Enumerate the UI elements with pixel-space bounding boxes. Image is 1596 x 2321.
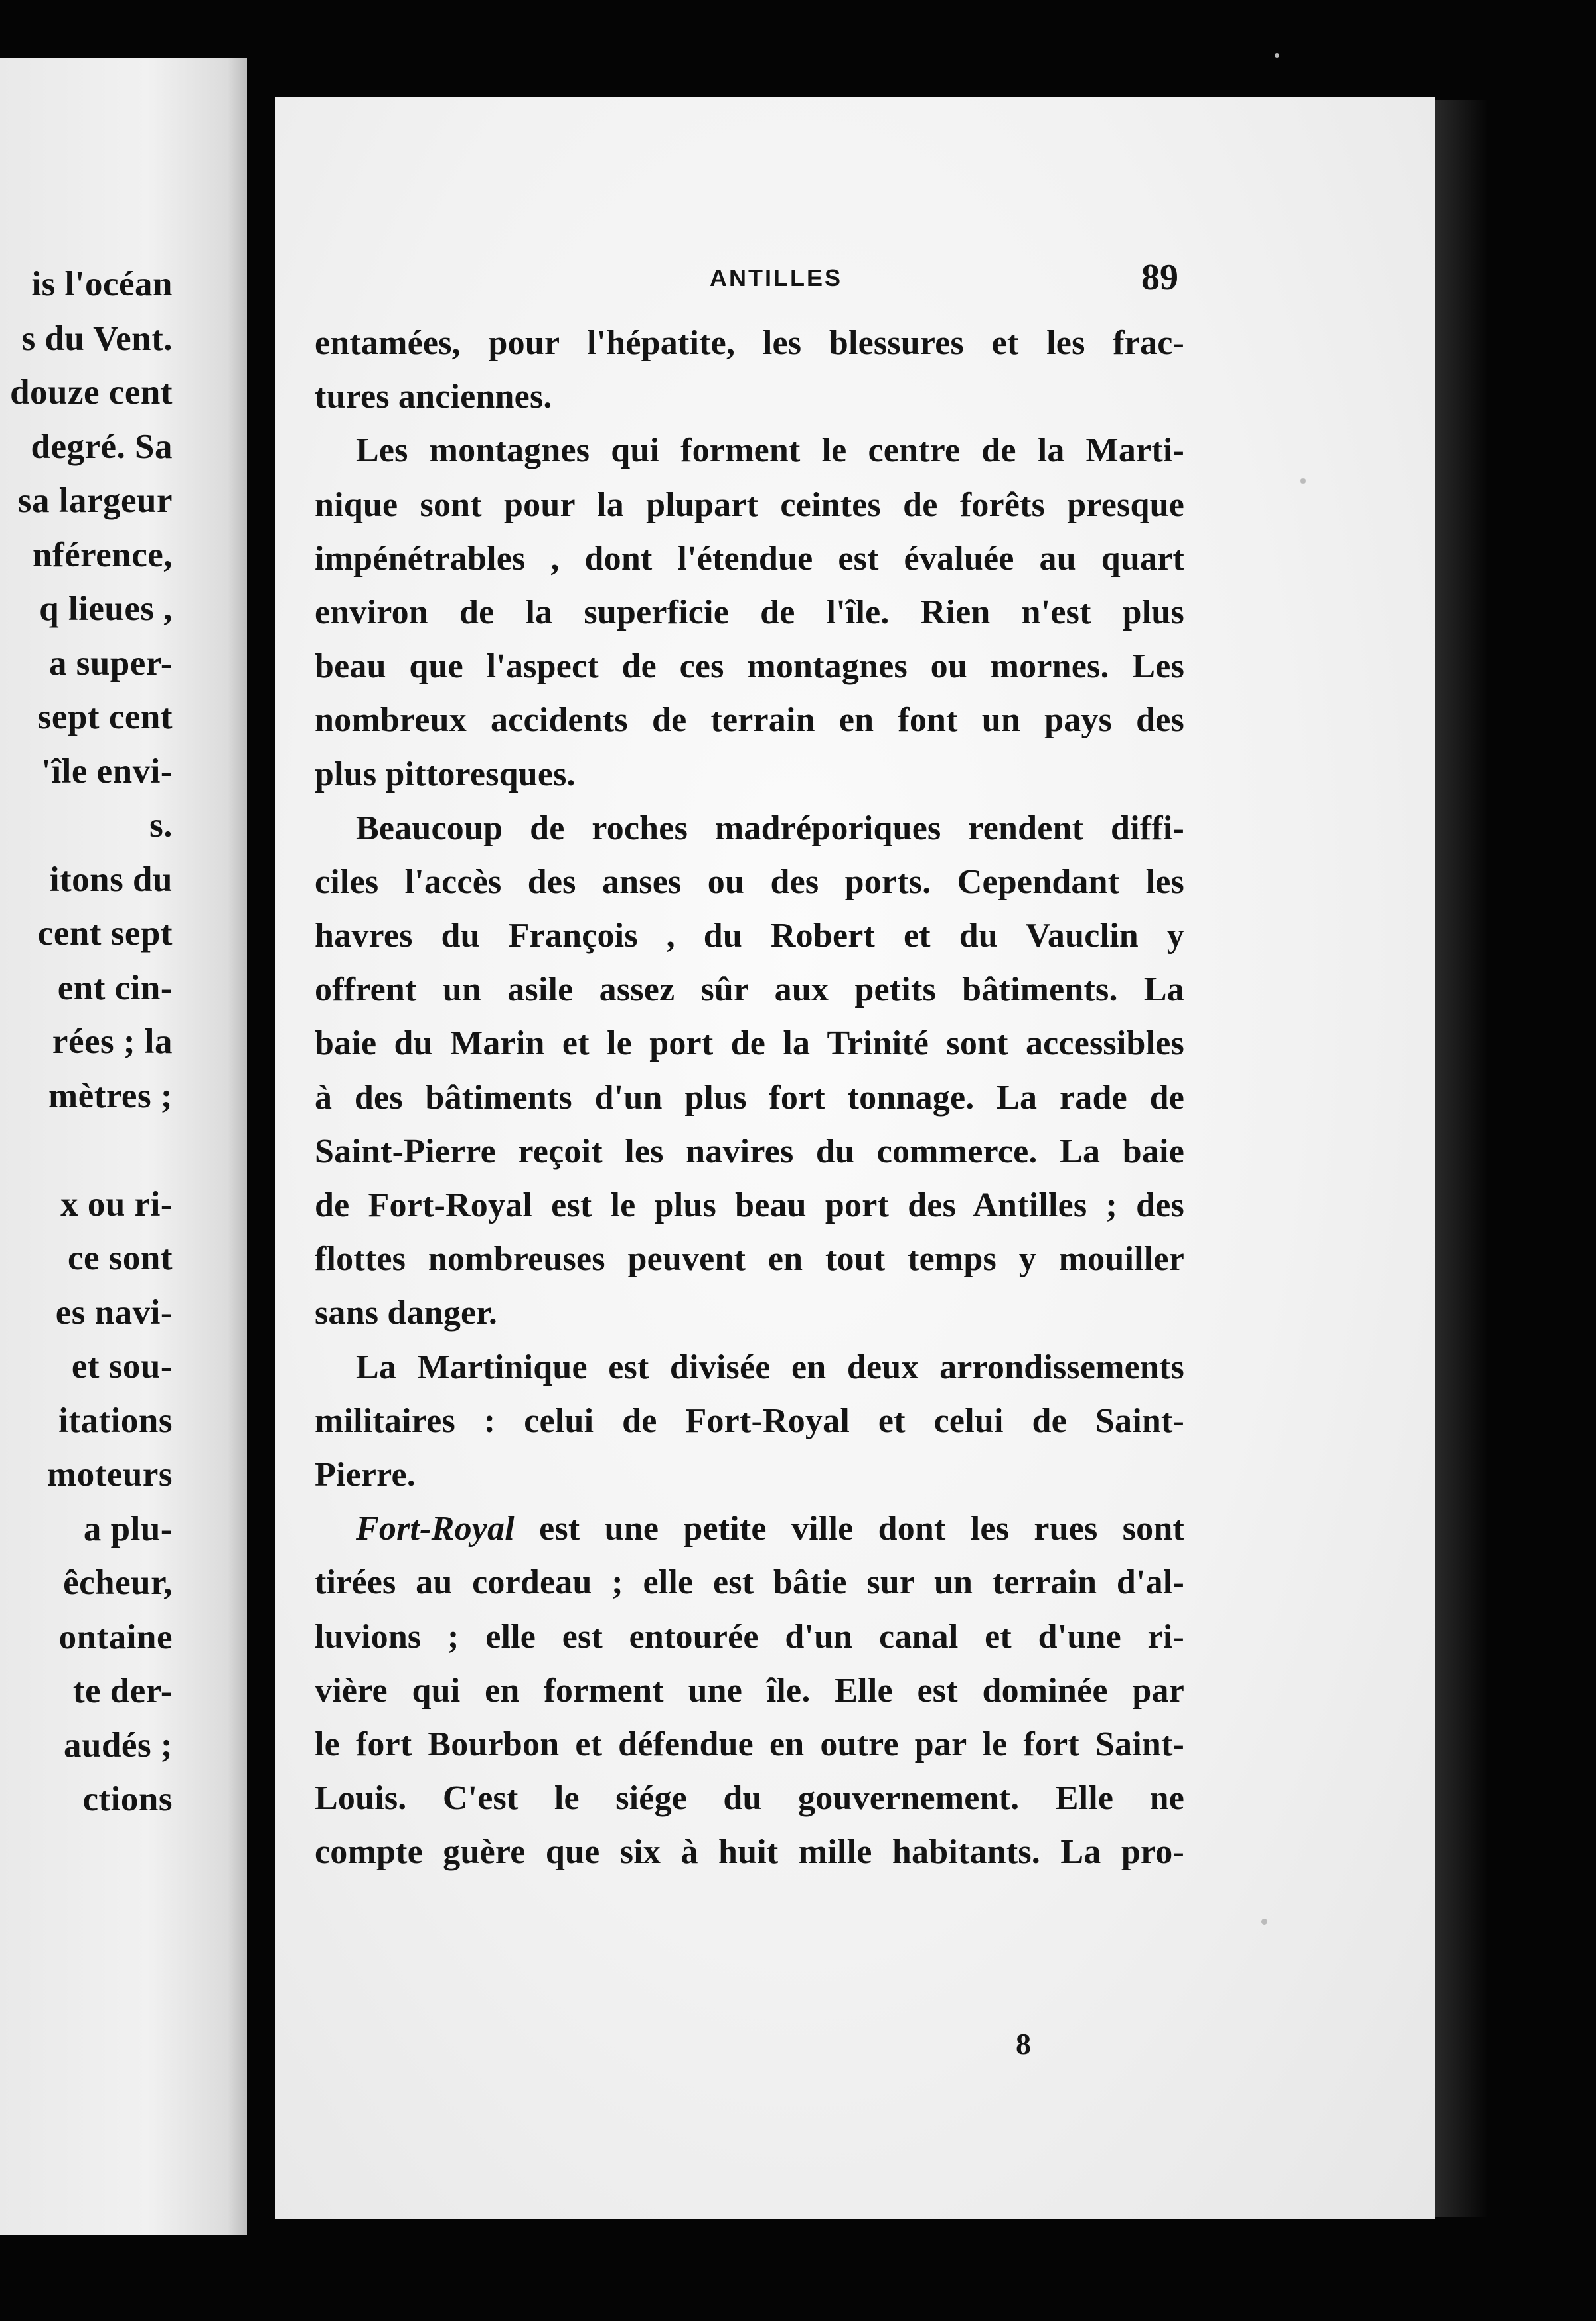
left-page-line: ctions bbox=[82, 1780, 173, 1818]
text-line: baie du Marin et le port de la Trinité sont accessibles bbox=[315, 1024, 1184, 1063]
text-line: sans danger. bbox=[315, 1294, 498, 1332]
text-line: le fort Bourbon et défendue en outre par le fort Saint- bbox=[315, 1725, 1184, 1763]
text-line: impénétrables , dont l'étendue est évaluée au quart bbox=[315, 539, 1184, 578]
text-line: luvions ; elle est entourée d'un canal et d'une ri- bbox=[315, 1617, 1184, 1656]
text-line: compte guère que six à huit mille habitants. La pro- bbox=[315, 1833, 1184, 1872]
text-line: Fort-Royal est une petite ville dont les rues sont bbox=[356, 1510, 1184, 1548]
left-page-line: a plu- bbox=[83, 1509, 173, 1548]
left-page-line: te der- bbox=[72, 1672, 173, 1710]
text-line: Louis. C'est le siége du gouvernement. Elle ne bbox=[315, 1779, 1184, 1818]
page-number: 89 bbox=[1141, 257, 1178, 298]
left-page-line: cent sept bbox=[37, 914, 173, 953]
left-page-line: mètres ; bbox=[48, 1076, 173, 1115]
running-head: ANTILLES bbox=[710, 264, 842, 291]
left-page-line: q lieues , bbox=[39, 590, 173, 628]
text-line: offrent un asile assez sûr aux petits bâtiments. La bbox=[315, 971, 1184, 1009]
text-line: nique sont pour la plupart ceintes de forêts presque bbox=[315, 485, 1184, 524]
left-page-text bbox=[0, 258, 247, 1827]
binding-shadow bbox=[1434, 100, 1487, 2217]
left-page-line: ontaine bbox=[58, 1617, 173, 1656]
page-body-text bbox=[315, 316, 1184, 1879]
left-page-line: s. bbox=[149, 806, 173, 844]
left-page-line: ent cin- bbox=[57, 968, 173, 1007]
left-page-line: itations bbox=[58, 1401, 173, 1440]
signature-mark: 8 bbox=[1016, 2027, 1031, 2061]
text-line: de Fort-Royal est le plus beau port des Antilles ; des bbox=[315, 1186, 1184, 1224]
text-line: environ de la superficie de l'île. Rien n'est plus bbox=[315, 593, 1184, 631]
left-page-line: es navi- bbox=[55, 1293, 173, 1332]
left-page-line: s du Vent. bbox=[21, 319, 173, 358]
left-page-line: itons du bbox=[49, 860, 173, 899]
text-line: flottes nombreuses peuvent en tout temps y mouiller bbox=[315, 1240, 1184, 1279]
dust-speck bbox=[1275, 53, 1279, 58]
left-page-line: moteurs bbox=[47, 1455, 173, 1494]
left-page-line bbox=[0, 1123, 247, 1178]
left-page-line: ce sont bbox=[67, 1239, 173, 1277]
text-line: tures anciennes. bbox=[315, 378, 552, 416]
text-line: La Martinique est divisée en deux arrondissements bbox=[356, 1348, 1184, 1386]
left-page-line: a super- bbox=[48, 643, 173, 682]
text-line: à des bâtiments d'un plus fort tonnage. La rade de bbox=[315, 1078, 1184, 1117]
text-line: nombreux accidents de terrain en font un pays des bbox=[315, 701, 1184, 740]
text-line: plus pittoresques. bbox=[315, 755, 576, 793]
left-page-fragment bbox=[0, 58, 247, 2235]
text-line: militaires : celui de Fort-Royal et celui de Saint- bbox=[315, 1401, 1184, 1440]
left-page-line: sept cent bbox=[37, 698, 173, 736]
left-page-line: 'île envi- bbox=[41, 752, 173, 791]
text-line: Pierre. bbox=[315, 1455, 416, 1494]
page-header bbox=[275, 257, 1435, 300]
left-page-line: et sou- bbox=[71, 1347, 173, 1386]
text-line: entamées, pour l'hépatite, les blessures et les frac- bbox=[315, 324, 1184, 362]
italic-place-name: Fort-Royal bbox=[356, 1510, 515, 1548]
left-page-line: x ou ri- bbox=[60, 1184, 173, 1224]
left-page-line: sa largeur bbox=[17, 481, 173, 520]
text-line: ciles l'accès des anses ou des ports. Cependant les bbox=[315, 862, 1184, 901]
text-line: Beaucoup de roches madréporiques rendent diffi- bbox=[356, 809, 1184, 847]
text-line: vière qui en forment une île. Elle est dominée par bbox=[315, 1671, 1184, 1710]
dust-speck bbox=[1261, 1919, 1267, 1925]
left-page-line: êcheur, bbox=[63, 1563, 173, 1602]
dust-speck bbox=[1300, 478, 1306, 484]
left-page-line: is l'océan bbox=[31, 265, 173, 303]
left-page-line: degré. Sa bbox=[31, 427, 173, 466]
left-page-line: audés ; bbox=[63, 1725, 173, 1765]
text-line: tirées au cordeau ; elle est bâtie sur un terrain d'al- bbox=[315, 1563, 1184, 1602]
left-page-line: douze cent bbox=[10, 373, 173, 412]
text-line: havres du François , du Robert et du Vauclin y bbox=[315, 917, 1184, 955]
text-line: beau que l'aspect de ces montagnes ou mornes. Les bbox=[315, 647, 1184, 686]
book-page bbox=[275, 97, 1435, 2219]
text-line: Saint-Pierre reçoit les navires du commerce. La baie bbox=[315, 1132, 1184, 1170]
left-page-line: rées ; la bbox=[52, 1022, 173, 1061]
text-line: Les montagnes qui forment le centre de la Marti- bbox=[356, 432, 1184, 470]
left-page-line: nférence, bbox=[32, 535, 173, 574]
